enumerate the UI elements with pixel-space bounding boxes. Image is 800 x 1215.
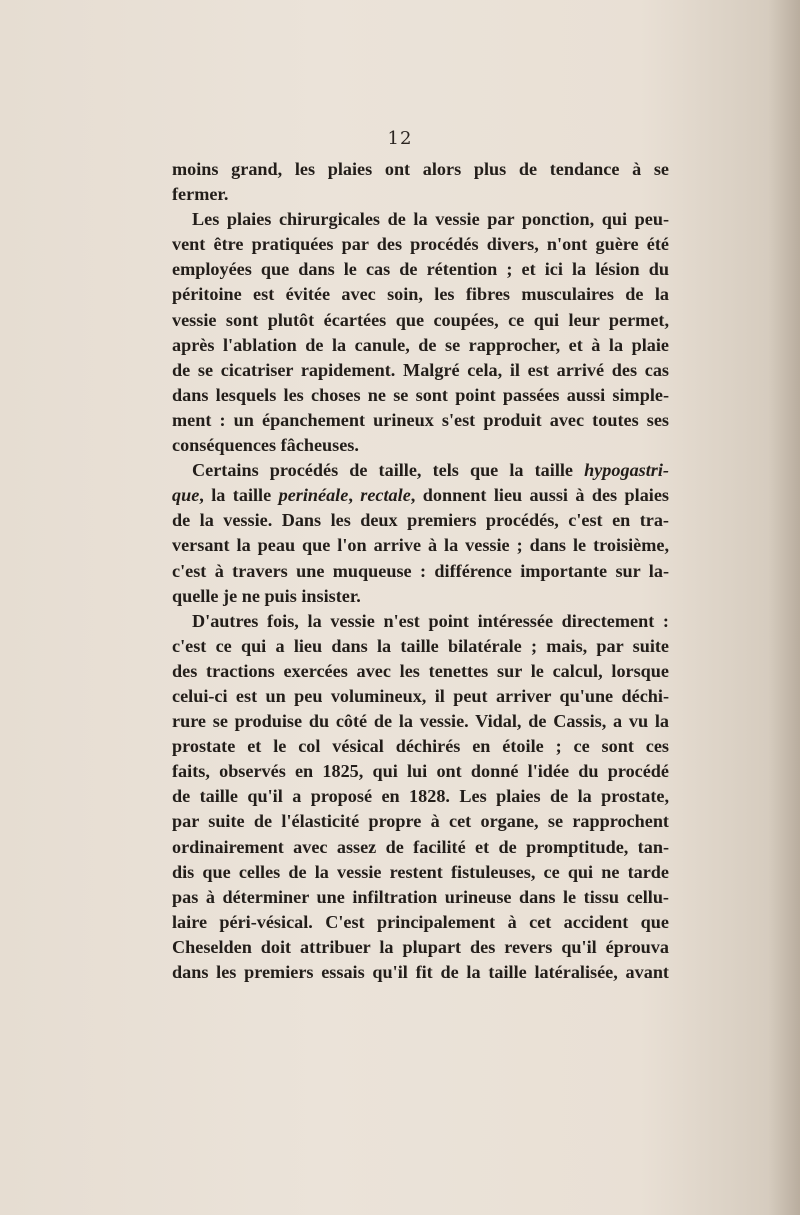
- text-line: Cheselden doit attribuer la plupart des revers qu'il éprouva: [172, 936, 669, 957]
- text-line: que, la taille perinéale, rectale, donnent lieu aussi à des plaies: [172, 485, 669, 506]
- text-line: ordinairement avec assez de facilité et de promptitude, tan-: [172, 836, 669, 857]
- text-line: employées que dans le cas de rétention ; et ici la lésion du: [172, 259, 669, 280]
- text-line: de se cicatriser rapidement. Malgré cela, il est arrivé des cas: [172, 359, 669, 380]
- text-line: après l'ablation de la canule, de se rapprocher, et à la plaie: [172, 334, 669, 355]
- text-line: par suite de l'élasticité propre à cet organe, se rapprochent: [172, 811, 669, 832]
- text-line: Certains procédés de taille, tels que la taille hypogastri-: [192, 460, 669, 481]
- text-line: versant la peau que l'on arrive à la vessie ; dans le troisième,: [172, 535, 669, 556]
- text-line: des tractions exercées avec les tenettes sur le calcul, lorsque: [172, 660, 669, 681]
- text-line: ment : un épanchement urineux s'est produit avec toutes ses: [172, 409, 669, 430]
- text-line: D'autres fois, la vessie n'est point intéressée directement :: [192, 610, 669, 631]
- text-line: rure se produise du côté de la vessie. Vidal, de Cassis, a vu la: [172, 711, 669, 732]
- text-line: quelle je ne puis insister.: [172, 585, 361, 606]
- text-line: vent être pratiquées par des procédés divers, n'ont guère été: [172, 234, 669, 255]
- body-text: [172, 157, 669, 985]
- text-line: pas à déterminer une infiltration urineuse dans le tissu cellu-: [172, 886, 669, 907]
- text-line: conséquences fâcheuses.: [172, 435, 359, 456]
- text-line: péritoine est évitée avec soin, les fibres musculaires de la: [172, 284, 669, 305]
- text-line: de la vessie. Dans les deux premiers procédés, c'est en tra-: [172, 510, 669, 531]
- text-line: laire péri-vésical. C'est principalement à cet accident que: [172, 911, 669, 932]
- text-line: fermer.: [172, 184, 229, 205]
- text-line: vessie sont plutôt écartées que coupées, ce qui leur permet,: [172, 309, 669, 330]
- text-line: prostate et le col vésical déchirés en étoile ; ce sont ces: [172, 736, 669, 757]
- text-line: dans les premiers essais qu'il fit de la taille latéralisée, avant: [172, 962, 669, 982]
- text-line: c'est à travers une muqueuse : différence importante sur la-: [172, 560, 669, 581]
- text-line: moins grand, les plaies ont alors plus de tendance à se: [172, 159, 669, 179]
- text-line: de taille qu'il a proposé en 1828. Les plaies de la prostate,: [172, 786, 669, 807]
- text-line: dis que celles de la vessie restent fistuleuses, ce qui ne tarde: [172, 861, 669, 882]
- page-number: 12: [387, 128, 413, 149]
- text-line: dans lesquels les choses ne se sont point passées aussi simple-: [172, 384, 669, 405]
- text-line: Les plaies chirurgicales de la vessie par ponction, qui peu-: [192, 209, 669, 230]
- text-line: celui-ci est un peu volumineux, il peut arriver qu'une déchi-: [172, 685, 669, 706]
- text-line: c'est ce qui a lieu dans la taille bilatérale ; mais, par suite: [172, 635, 669, 656]
- text-line: faits, observés en 1825, qui lui ont donné l'idée du procédé: [172, 761, 669, 782]
